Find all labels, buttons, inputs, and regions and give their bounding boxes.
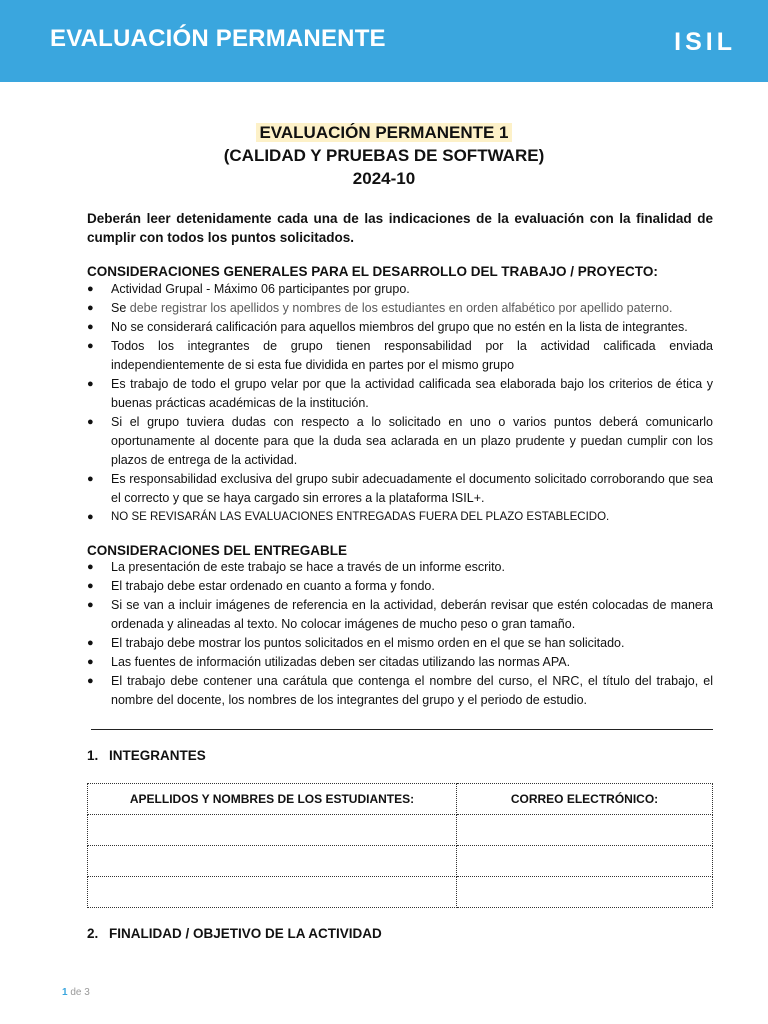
- bullet-icon: ●: [87, 675, 94, 687]
- list-item: ● Las fuentes de información utilizadas deben ser citadas utilizando las normas APA.: [87, 653, 713, 672]
- name-cell[interactable]: [88, 846, 457, 877]
- section-2-heading: [87, 926, 382, 941]
- email-cell[interactable]: [457, 846, 713, 877]
- integrantes-table: [87, 783, 713, 908]
- bullet-icon: ●: [87, 302, 94, 314]
- total-pages: 3: [84, 987, 90, 998]
- intro-paragraph: Deberán leer detenidamente cada una de las indicaciones de la evaluación con la finalidad de cumplir con todos los puntos solicitados.: [87, 211, 713, 245]
- bullet-icon: ●: [87, 599, 94, 611]
- email-cell[interactable]: [457, 877, 713, 908]
- page-of-label: de: [70, 987, 82, 998]
- bullet-icon: ●: [87, 561, 94, 573]
- table-header-row: [88, 784, 713, 815]
- list-item: ● Si el grupo tuviera dudas con respecto a lo solicitado en uno o varios puntos deberá comunicarlo oportunamente al docente para que la duda sea aclarada en un plazo prudente y puedan cumplir con los plazos de entrega de la actividad.: [87, 415, 713, 467]
- list-item: ● El trabajo debe mostrar los puntos solicitados en el mismo orden en el que se han solicitado.: [87, 634, 713, 653]
- list-item: ● NO SE REVISARÁN LAS EVALUACIONES ENTREGADAS FUERA DEL PLAZO ESTABLECIDO.: [87, 508, 713, 527]
- bullet-icon: ●: [87, 283, 94, 295]
- column-header-names: APELLIDOS Y NOMBRES DE LOS ESTUDIANTES:: [88, 784, 457, 815]
- page-header: [0, 0, 768, 82]
- table-row: [88, 815, 713, 846]
- bullet-icon: ●: [87, 340, 94, 352]
- section-1-title: INTEGRANTES: [109, 748, 206, 763]
- email-cell[interactable]: [457, 815, 713, 846]
- bullet-icon: ●: [87, 656, 94, 668]
- title-line-1: EVALUACIÓN PERMANENTE 1: [256, 123, 511, 142]
- horizontal-divider: [91, 729, 713, 730]
- column-header-email: CORREO ELECTRÓNICO:: [457, 784, 713, 815]
- section-1-number: 1.: [87, 748, 99, 763]
- isil-logo: ISIL: [674, 28, 736, 56]
- deliverable-considerations-list: [87, 558, 713, 710]
- section-2-title: FINALIDAD / OBJETIVO DE LA ACTIVIDAD: [109, 926, 382, 941]
- page-number: [62, 987, 90, 998]
- list-item: ● El trabajo debe contener una carátula que contenga el nombre del curso, el NRC, el título del trabajo, el nombre del docente, los nombres de los integrantes del grupo y el periodo de estudio.: [87, 674, 713, 707]
- list-item: ● Todos los integrantes de grupo tienen responsabilidad por la actividad calificada enviada independientemente de si esta fue dividida en partes por el mismo grupo: [87, 339, 713, 372]
- bullet-icon: ●: [87, 637, 94, 649]
- table-row: [88, 846, 713, 877]
- list-item: ● Actividad Grupal - Máximo 06 participantes por grupo.: [87, 280, 713, 299]
- document-title: [0, 121, 768, 190]
- title-line-3: 2024-10: [352, 169, 416, 188]
- list-item: ● Se debe registrar los apellidos y nombres de los estudiantes en orden alfabético por apellido paterno.: [87, 299, 713, 318]
- bullet-icon: ●: [87, 416, 94, 428]
- current-page: 1: [62, 987, 68, 998]
- list-item: ● No se considerará calificación para aquellos miembros del grupo que no estén en la lista de integrantes.: [87, 318, 713, 337]
- table-row: [88, 877, 713, 908]
- bullet-icon: ●: [87, 378, 94, 390]
- list-item: ● Es responsabilidad exclusiva del grupo subir adecuadamente el documento solicitado corroborando que sea el correcto y que se haya cargado sin errores a la plataforma ISIL+.: [87, 472, 713, 505]
- list-item: ● Es trabajo de todo el grupo velar por que la actividad calificada sea elaborada bajo los criterios de ética y buenas prácticas académicas de la institución.: [87, 377, 713, 410]
- section-1-heading: [87, 748, 206, 763]
- header-title: EVALUACIÓN PERMANENTE: [50, 25, 386, 52]
- name-cell[interactable]: [88, 877, 457, 908]
- list-item: ● El trabajo debe estar ordenado en cuanto a forma y fondo.: [87, 577, 713, 596]
- bullet-icon: ●: [87, 580, 94, 592]
- deliverable-considerations-heading: CONSIDERACIONES DEL ENTREGABLE: [87, 543, 348, 558]
- section-2-number: 2.: [87, 926, 99, 941]
- list-item: ● La presentación de este trabajo se hace a través de un informe escrito.: [87, 558, 713, 577]
- name-cell[interactable]: [88, 815, 457, 846]
- general-considerations-heading: CONSIDERACIONES GENERALES PARA EL DESARROLLO DEL TRABAJO / PROYECTO:: [87, 264, 658, 279]
- title-line-2: (CALIDAD Y PRUEBAS DE SOFTWARE): [223, 146, 545, 165]
- bullet-icon: ●: [87, 511, 94, 523]
- general-considerations-list: [87, 280, 713, 527]
- bullet-icon: ●: [87, 321, 94, 333]
- bullet-icon: ●: [87, 473, 94, 485]
- list-item: ● Si se van a incluir imágenes de referencia en la actividad, deberán revisar que estén colocadas de manera ordenada y alineadas al texto. No colocar imágenes de mucho peso o gran tamaño.: [87, 598, 713, 631]
